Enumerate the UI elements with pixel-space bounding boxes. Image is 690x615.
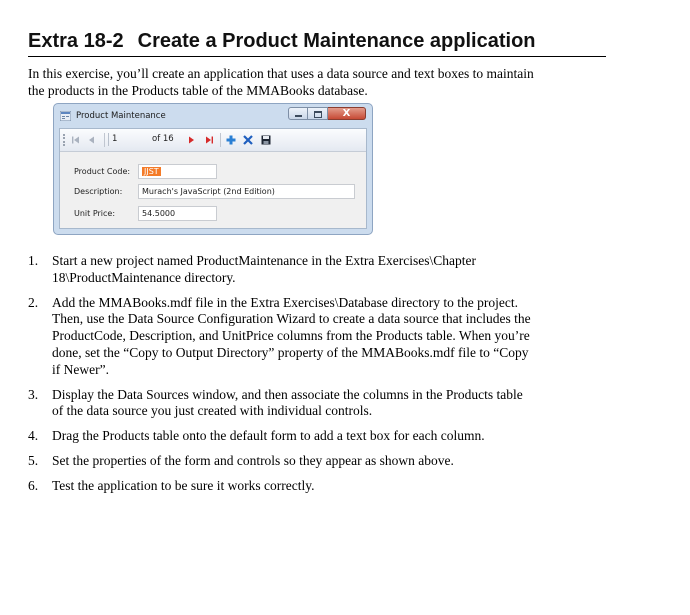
step-text: Start a new project named ProductMaintenance in the Extra Exercises\Chapter 18\ProductMaintenance directory.: [52, 253, 476, 285]
step-item: [0, 428, 532, 445]
step-text: Set the properties of the form and controls so they appear as shown above.: [52, 452, 454, 468]
step-text: Test the application to be sure it works correctly.: [52, 477, 315, 493]
step-item: [0, 478, 532, 495]
product-maintenance-window: [53, 103, 373, 235]
move-previous-icon[interactable]: [85, 133, 99, 147]
window-titlebar[interactable]: [54, 104, 372, 128]
minimize-button[interactable]: [288, 107, 308, 120]
close-icon: X: [342, 108, 351, 119]
maximize-button[interactable]: [308, 107, 328, 120]
move-first-icon[interactable]: [69, 133, 83, 147]
position-item[interactable]: 1: [108, 133, 152, 146]
binding-navigator: [60, 129, 366, 152]
move-next-icon[interactable]: [184, 133, 198, 147]
product-code-textbox[interactable]: [138, 164, 217, 179]
step-item: [0, 253, 532, 287]
toolbar-separator: [220, 133, 221, 147]
close-button[interactable]: [328, 107, 366, 120]
step-number: 3.: [28, 386, 39, 402]
product-code-selected-text: JJST: [144, 167, 159, 176]
step-text: Add the MMABooks.mdf file in the Extra Exercises\Database directory to the project. Then, use the Data Source Configuration Wizard to create a data source that includes the ProductCode, Description, and UnitPrice columns from the Products table. When you’re done, set the “Copy to Output Directory” property of the MMABooks.mdf file to “Copy if Newer”.: [52, 294, 531, 377]
window-title: Product Maintenance: [76, 111, 166, 121]
step-item: [0, 387, 532, 421]
step-number: 6.: [28, 477, 39, 493]
step-item: [0, 295, 532, 379]
save-icon[interactable]: [259, 133, 273, 147]
count-item: of 16: [152, 134, 174, 144]
add-new-icon[interactable]: [224, 133, 238, 147]
title-rule: [28, 56, 606, 57]
step-number: 1.: [28, 253, 39, 268]
step-item: [0, 453, 532, 470]
description-textbox[interactable]: Murach's JavaScript (2nd Edition): [138, 184, 355, 199]
page-title: [28, 30, 536, 53]
window-controls: [288, 107, 366, 120]
step-number: 5.: [28, 452, 39, 468]
description-label: Description:: [74, 187, 123, 196]
step-number: 2.: [28, 294, 39, 310]
unit-price-textbox[interactable]: 54.5000: [138, 206, 217, 221]
unit-price-label: Unit Price:: [74, 209, 116, 218]
toolbar-separator: [104, 133, 105, 147]
move-last-icon[interactable]: [202, 133, 216, 147]
intro-paragraph: In this exercise, you’ll create an application that uses a data source and text boxes to maintain the products in the Products table of the MMABooks database.: [28, 66, 534, 98]
app-icon: [60, 111, 71, 121]
toolbar-grip[interactable]: [63, 134, 67, 146]
step-text: Drag the Products table onto the default form to add a text box for each column.: [52, 428, 485, 444]
step-text: Display the Data Sources window, and then associate the columns in the Products table of the data source you just created with individual controls.: [52, 386, 523, 419]
steps-list: [0, 253, 600, 503]
step-number: 4.: [28, 428, 39, 444]
exercise-title: Create a Product Maintenance application: [137, 30, 536, 52]
product-code-label: Product Code:: [74, 167, 131, 176]
exercise-number: Extra 18-2: [28, 30, 124, 52]
window-client-area: [59, 128, 367, 229]
delete-icon[interactable]: [241, 133, 255, 147]
